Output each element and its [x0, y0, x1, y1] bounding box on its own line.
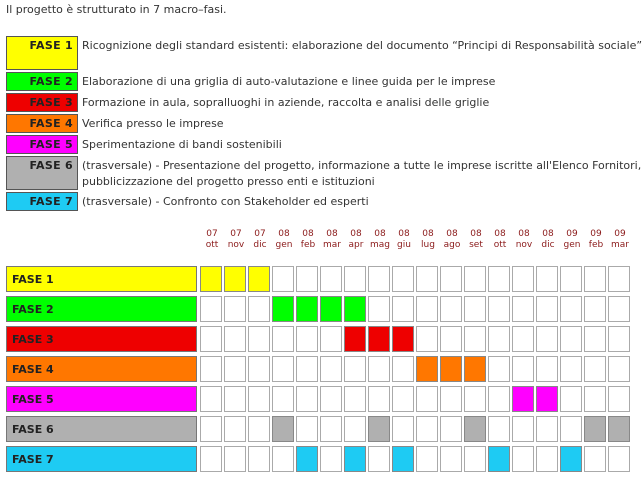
month-name: ott: [205, 240, 219, 250]
gantt-phase-label: FASE 2: [6, 296, 197, 322]
gantt-cell: [320, 386, 342, 412]
month-header: [344, 229, 368, 251]
gantt-cell: [536, 296, 558, 322]
gantt-cell: [272, 326, 294, 352]
gantt-cell: [608, 446, 630, 472]
month-name: mar: [611, 240, 629, 250]
gantt-cell: [368, 266, 390, 292]
gantt-cell: [392, 416, 414, 442]
gantt-cell-active: [224, 266, 246, 292]
gantt-cell: [440, 296, 462, 322]
month-name: lug: [421, 240, 435, 250]
gantt-cell: [200, 356, 222, 382]
gantt-cell: [608, 296, 630, 322]
legend-row: [6, 192, 644, 211]
gantt-cell-active: [344, 446, 366, 472]
gantt-cell: [536, 446, 558, 472]
month-year: 09: [590, 229, 602, 239]
gantt-cell: [392, 386, 414, 412]
gantt-cell: [248, 386, 270, 412]
gantt-cell: [584, 446, 606, 472]
gantt-cell: [512, 356, 534, 382]
gantt-cell: [512, 266, 534, 292]
gantt-cell: [512, 416, 534, 442]
month-year: 08: [302, 229, 314, 239]
gantt-cell: [536, 416, 558, 442]
gantt-cell: [608, 326, 630, 352]
month-year: 07: [230, 229, 242, 239]
legend-phase-code: FASE 1: [6, 36, 78, 70]
gantt-cell: [416, 386, 438, 412]
gantt-cell-active: [296, 296, 318, 322]
month-name: giu: [397, 240, 411, 250]
gantt-cell: [584, 266, 606, 292]
month-header: [296, 229, 320, 251]
month-header: [200, 229, 224, 251]
gantt-cell: [248, 416, 270, 442]
gantt-cell: [560, 266, 582, 292]
gantt-cell-active: [368, 326, 390, 352]
gantt-cell: [344, 266, 366, 292]
month-header: [272, 229, 296, 251]
gantt-cell: [392, 266, 414, 292]
gantt-cell: [464, 266, 486, 292]
gantt-cell: [296, 326, 318, 352]
gantt-cell: [200, 326, 222, 352]
gantt-cell: [440, 266, 462, 292]
gantt-phase-label: FASE 5: [6, 386, 197, 412]
gantt-cell: [392, 356, 414, 382]
gantt-cell-active: [272, 416, 294, 442]
gantt-cell: [416, 296, 438, 322]
gantt-cell: [488, 386, 510, 412]
gantt-cell: [488, 266, 510, 292]
gantt-cell: [512, 446, 534, 472]
gantt-cell: [536, 326, 558, 352]
legend-phase-code: FASE 5: [6, 135, 78, 154]
gantt-cell: [320, 326, 342, 352]
gantt-cell-active: [440, 356, 462, 382]
intro-text: Il progetto è strutturato in 7 macro–fasi.: [6, 3, 227, 16]
gantt-cell-active: [464, 416, 486, 442]
month-header: [416, 229, 440, 251]
gantt-phase-label: FASE 7: [6, 446, 197, 472]
legend-phase-description: Sperimentazione di bandi sostenibili: [82, 138, 282, 151]
gantt-cell: [560, 386, 582, 412]
gantt-cell: [248, 326, 270, 352]
gantt-cell: [488, 326, 510, 352]
gantt-cell: [392, 296, 414, 322]
gantt-cell: [224, 416, 246, 442]
month-name: ott: [493, 240, 507, 250]
month-header: [512, 229, 536, 251]
gantt-cell-active: [368, 416, 390, 442]
gantt-cell: [464, 296, 486, 322]
gantt-cell: [440, 416, 462, 442]
legend-phase-description: Ricognizione degli standard esistenti: elaborazione del documento “Principi di Responsabilità sociale”: [82, 39, 643, 52]
month-year: 08: [398, 229, 410, 239]
legend-row: [6, 135, 644, 154]
gantt-cell: [248, 296, 270, 322]
legend-phase-code: FASE 4: [6, 114, 78, 133]
legend-row: [6, 114, 644, 133]
month-year: 08: [422, 229, 434, 239]
legend-row: [6, 72, 644, 91]
legend-phase-description: (trasversale) - Confronto con Stakeholder ed esperti: [82, 195, 369, 208]
gantt-cell: [440, 326, 462, 352]
month-name: feb: [588, 240, 604, 250]
gantt-cell-active: [296, 446, 318, 472]
gantt-cell: [296, 386, 318, 412]
gantt-phase-label: FASE 3: [6, 326, 197, 352]
gantt-cell-active: [248, 266, 270, 292]
gantt-cell: [248, 356, 270, 382]
gantt-cell: [296, 266, 318, 292]
gantt-cell: [368, 356, 390, 382]
gantt-cell: [416, 326, 438, 352]
month-name: gen: [275, 240, 293, 250]
month-name: ago: [443, 240, 461, 250]
gantt-cell-active: [200, 266, 222, 292]
gantt-chart: [6, 229, 633, 479]
gantt-cell-active: [392, 446, 414, 472]
gantt-cell: [320, 266, 342, 292]
legend-row: [6, 93, 644, 112]
gantt-cell: [440, 386, 462, 412]
gantt-cell: [272, 356, 294, 382]
month-year: 08: [326, 229, 338, 239]
gantt-cell: [296, 356, 318, 382]
gantt-cell: [224, 296, 246, 322]
gantt-cell: [200, 296, 222, 322]
legend-phase-description: Verifica presso le imprese: [82, 117, 224, 130]
gantt-cell-active: [488, 446, 510, 472]
month-year: 08: [446, 229, 458, 239]
gantt-cell: [272, 446, 294, 472]
gantt-cell: [320, 416, 342, 442]
month-header: [320, 229, 344, 251]
gantt-cell-active: [416, 356, 438, 382]
month-name: gen: [563, 240, 581, 250]
gantt-cell: [512, 296, 534, 322]
gantt-cell: [224, 356, 246, 382]
gantt-cell: [344, 356, 366, 382]
gantt-cell: [296, 416, 318, 442]
gantt-cell-active: [344, 326, 366, 352]
gantt-cell: [248, 446, 270, 472]
gantt-cell: [224, 386, 246, 412]
gantt-cell-active: [512, 386, 534, 412]
legend-row: [6, 36, 644, 70]
gantt-cell: [512, 326, 534, 352]
gantt-cell: [536, 266, 558, 292]
gantt-cell: [536, 356, 558, 382]
gantt-cell: [272, 386, 294, 412]
gantt-cell: [200, 446, 222, 472]
gantt-cell: [584, 386, 606, 412]
legend-phase-code: FASE 3: [6, 93, 78, 112]
gantt-cell: [344, 386, 366, 412]
gantt-cell: [560, 416, 582, 442]
month-year: 08: [278, 229, 290, 239]
gantt-cell: [464, 386, 486, 412]
gantt-cell: [560, 326, 582, 352]
month-year: 08: [518, 229, 530, 239]
gantt-cell: [584, 356, 606, 382]
month-header: [488, 229, 512, 251]
month-header: [536, 229, 560, 251]
gantt-cell: [608, 356, 630, 382]
month-header: [464, 229, 488, 251]
gantt-cell: [464, 326, 486, 352]
gantt-phase-label: FASE 6: [6, 416, 197, 442]
month-header: [560, 229, 584, 251]
gantt-cell-active: [344, 296, 366, 322]
gantt-cell: [584, 326, 606, 352]
month-header: [584, 229, 608, 251]
month-header: [224, 229, 248, 251]
month-name: set: [469, 240, 483, 250]
gantt-cell-active: [272, 296, 294, 322]
gantt-cell: [416, 446, 438, 472]
month-year: 08: [494, 229, 506, 239]
gantt-cell: [440, 446, 462, 472]
legend-phase-description: Formazione in aula, sopralluoghi in aziende, raccolta e analisi delle griglie: [82, 96, 490, 109]
month-header: [368, 229, 392, 251]
gantt-phase-label: FASE 1: [6, 266, 197, 292]
month-name: feb: [300, 240, 316, 250]
gantt-cell: [416, 416, 438, 442]
gantt-cell: [416, 266, 438, 292]
phase-legend: [6, 34, 644, 213]
gantt-cell: [488, 296, 510, 322]
legend-phase-description: (trasversale) - Presentazione del progetto, informazione a tutte le imprese iscritte all'Elenco Fornitori, pubblicizzazione del progetto presso enti e istituzioni: [82, 159, 642, 188]
legend-row: [6, 156, 644, 190]
gantt-cell: [224, 446, 246, 472]
month-name: mar: [323, 240, 341, 250]
gantt-cell: [608, 266, 630, 292]
month-year: 07: [254, 229, 266, 239]
gantt-cell-active: [560, 446, 582, 472]
gantt-cell: [488, 356, 510, 382]
gantt-cell: [464, 446, 486, 472]
gantt-cell: [320, 356, 342, 382]
gantt-cell: [368, 296, 390, 322]
gantt-cell-active: [464, 356, 486, 382]
gantt-cell: [320, 446, 342, 472]
legend-phase-code: FASE 2: [6, 72, 78, 91]
gantt-cell-active: [320, 296, 342, 322]
gantt-cell: [200, 416, 222, 442]
gantt-cell: [488, 416, 510, 442]
month-year: 08: [374, 229, 386, 239]
gantt-cell: [368, 446, 390, 472]
gantt-cell: [584, 296, 606, 322]
month-name: dic: [541, 240, 555, 250]
gantt-cell: [560, 296, 582, 322]
month-name: mag: [370, 240, 390, 250]
gantt-cell: [560, 356, 582, 382]
month-name: nov: [515, 240, 533, 250]
month-year: 09: [614, 229, 626, 239]
gantt-cell: [344, 416, 366, 442]
month-name: dic: [253, 240, 267, 250]
gantt-cell: [224, 326, 246, 352]
month-year: 09: [566, 229, 578, 239]
month-header: [440, 229, 464, 251]
gantt-cell-active: [392, 326, 414, 352]
gantt-cell: [368, 386, 390, 412]
month-header: [248, 229, 272, 251]
legend-phase-code: FASE 7: [6, 192, 78, 211]
gantt-cell: [200, 386, 222, 412]
month-name: nov: [227, 240, 245, 250]
month-year: 08: [542, 229, 554, 239]
gantt-cell: [608, 386, 630, 412]
month-name: apr: [348, 240, 364, 250]
month-year: 08: [350, 229, 362, 239]
gantt-phase-label: FASE 4: [6, 356, 197, 382]
gantt-cell-active: [584, 416, 606, 442]
month-header: [392, 229, 416, 251]
month-header: [608, 229, 632, 251]
gantt-cell: [272, 266, 294, 292]
legend-phase-code: FASE 6: [6, 156, 78, 190]
month-year: 07: [206, 229, 218, 239]
month-year: 08: [470, 229, 482, 239]
gantt-cell-active: [536, 386, 558, 412]
gantt-cell-active: [608, 416, 630, 442]
legend-phase-description: Elaborazione di una griglia di auto-valutazione e linee guida per le imprese: [82, 75, 496, 88]
